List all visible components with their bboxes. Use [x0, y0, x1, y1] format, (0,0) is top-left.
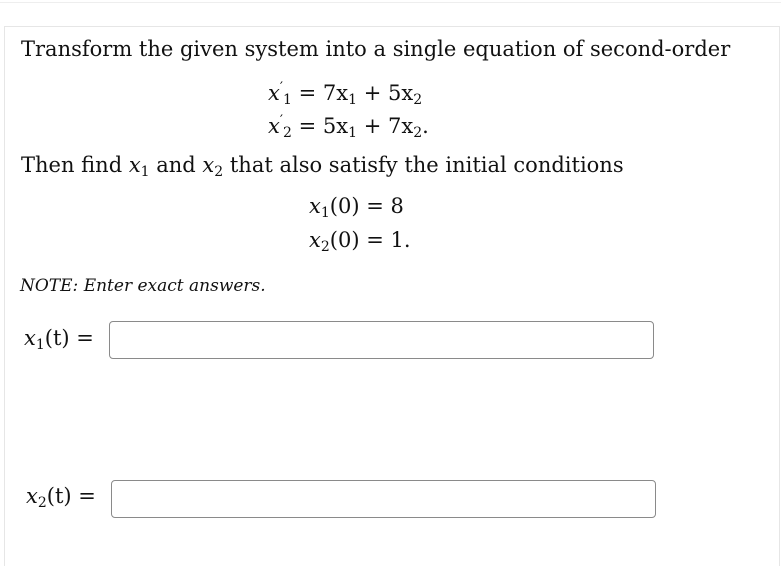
- x2-label: $x_2(t)$ =: [26, 484, 96, 511]
- note-text: NOTE: Enter exact answers.: [20, 276, 266, 296]
- system-equation-2: $x'_2 = 5x_1 + 7x_2$.: [268, 113, 429, 141]
- eq1-rhs: = $7x_1 + 5x_2$: [298, 81, 423, 108]
- top-divider: [0, 2, 781, 3]
- system-equation-1: $x'_1 = 7x_1 + 5x_2$: [268, 80, 423, 108]
- eq2-rhs: = $5x_1 + 7x_2$.: [298, 114, 429, 141]
- x2-answer-input[interactable]: [111, 480, 656, 518]
- initial-condition-1: $x_1(0) = 8$: [309, 194, 404, 221]
- x1-label: $x_1(t)$ =: [24, 326, 94, 353]
- then-find-text: Then find $x_1$ and $x_2$ that also satisfy the initial conditions: [21, 153, 624, 180]
- initial-condition-2: $x_2(0) = 1$.: [309, 228, 411, 255]
- intro-text: Transform the given system into a single equation of second-order: [21, 37, 731, 61]
- x1-answer-input[interactable]: [109, 321, 654, 359]
